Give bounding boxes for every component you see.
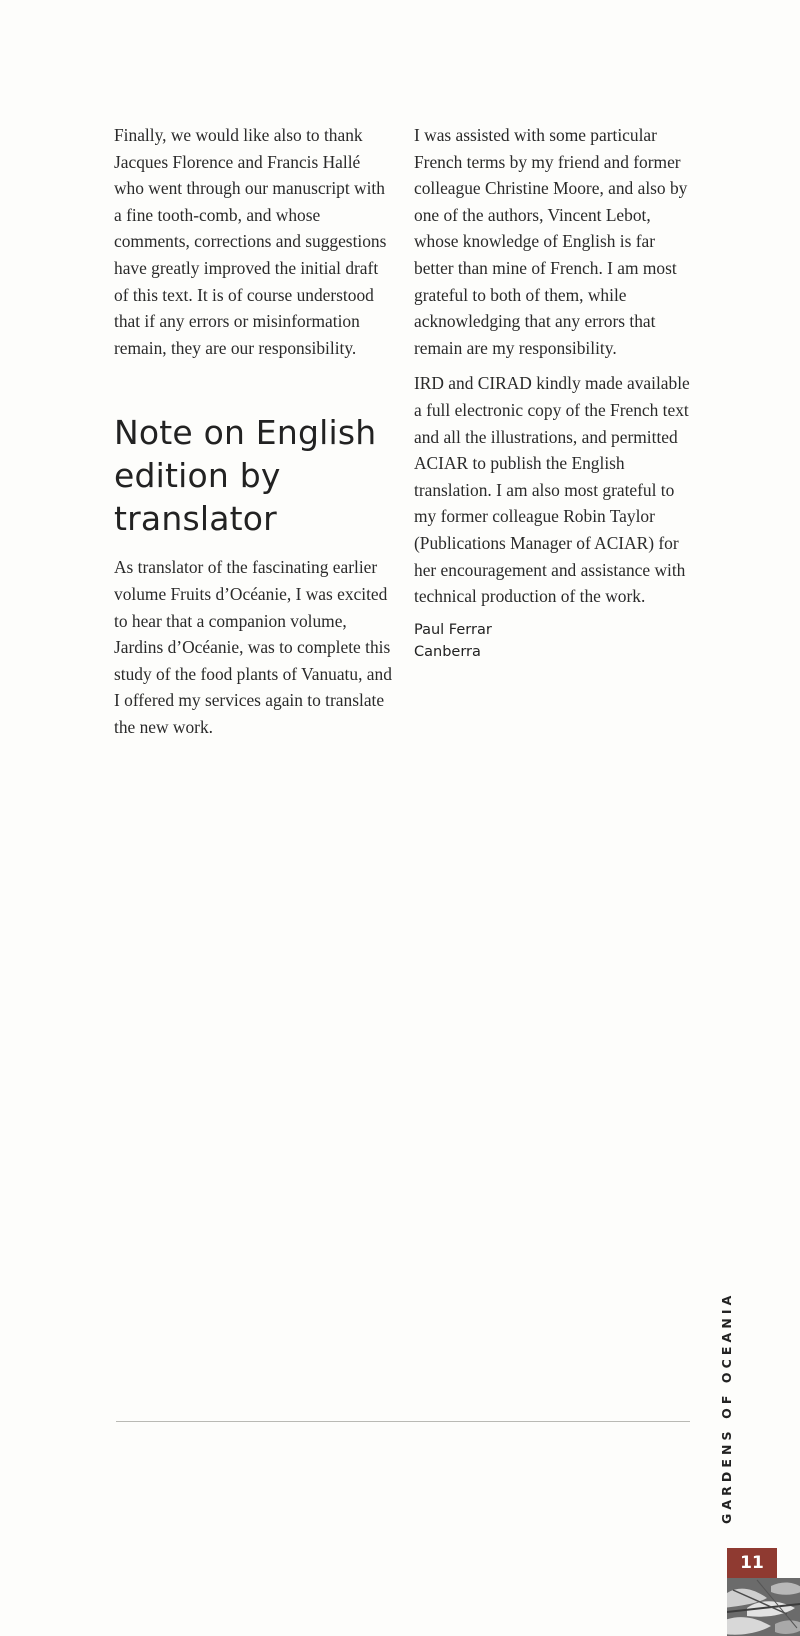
right-column	[414, 122, 696, 663]
acknowledgement-paragraph: IRD and CIRAD kindly made available a full electronic copy of the French text and all the illustrations, and permitted ACIAR to publish the English translation. I am also most grateful to my former colleague Robin Taylor (Publications Manager of ACIAR) for her encouragement and assistance with technical production of the work.	[414, 373, 690, 607]
corner-photo-graphic	[727, 1578, 800, 1636]
page-number: 11	[727, 1548, 777, 1578]
left-column	[114, 122, 392, 750]
intro-paragraph: Finally, we would like also to thank Jacques Florence and Francis Hallé who went through our manuscript with a fine tooth-comb, and whose comments, corrections and suggestions have greatly improved the initial draft of this text. It is of course understood that if any errors or misinformation remain, they are our responsibility.	[114, 125, 387, 358]
running-title-text: GARDENS OF OCEANIA	[719, 1291, 734, 1524]
corner-photo-image	[727, 1578, 800, 1636]
section-heading: Note on English edition by translator	[114, 413, 377, 539]
assistance-paragraph: I was assisted with some particular French terms by my friend and former colleague Christine Moore, and also by one of the authors, Vincent Lebot, whose knowledge of English is far better than mine of French. I am most grateful to both of them, while acknowledging that any errors that remain are my responsibility.	[414, 125, 688, 358]
signature-place: Canberra	[414, 643, 481, 660]
signature	[414, 619, 696, 663]
footer-rule	[116, 1421, 690, 1422]
translator-paragraph: As translator of the fascinating earlier volume Fruits d’Océanie, I was excited to hear that a companion volume, Jardins d’Océanie, was to complete this study of the food plants of Vanuatu, and I offered my services again to translate the new work.	[114, 557, 392, 737]
signature-name: Paul Ferrar	[414, 621, 492, 638]
